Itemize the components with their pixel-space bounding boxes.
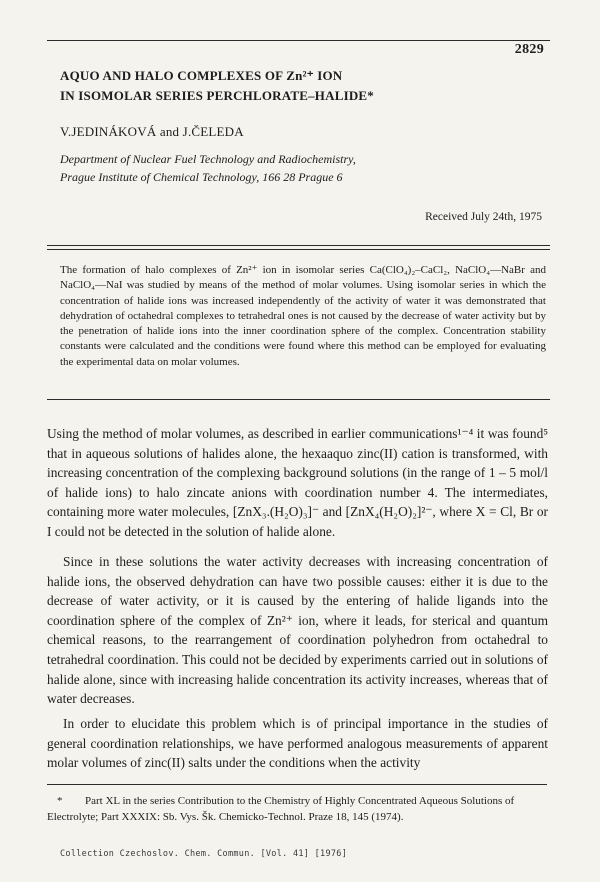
abstract: The formation of halo complexes of Zn²⁺ ion in isomolar series Ca(ClO₄)₂–CaCl₂, NaClO₄––NaBr and NaClO₄—NaI was studied by means of the method of molar volumes. Using isomolar series in which the concentration of halide ions was increased independently of the activity of water it was demonstrated that dehydration of octahedral complexes to tetrahedral ones is not caused by the decrease of water activity but by the penetration of halide ions into the inner coordination sphere of the complex. Concentration stability constants were calculated and the conditions were found where this method can be employed for evaluating the experimental data on molar volumes.	[60, 264, 546, 368]
abstract-top-rule	[47, 245, 550, 246]
body-paragraph-1: Using the method of molar volumes, as described in earlier communications¹⁻⁴ it was found⁵ that in aqueous solutions of halides alone, the hexaaquo zinc(II) cation is transformed, with increasing concentration of the complexing background solutions (in the range of 1 – 5 mol/l of halide ions) to halo zincate anions with coordination number 4. The intermediates, containing more water molecules, [ZnX₃.(H₂O)₃]⁻ and [ZnX₄(H₂O)₂]²⁻, where X = Cl, Br or I could not be detected in the solution of halide alone.	[47, 426, 548, 539]
title-line-2: IN ISOMOLAR SERIES PERCHLORATE–HALIDE*	[60, 88, 375, 103]
footnote-mark: *	[57, 795, 63, 807]
affiliation-line-1: Department of Nuclear Fuel Technology and Radiochemistry,	[60, 152, 356, 166]
abstract-top-rule-2	[47, 249, 550, 250]
footnote-text: Part XL in the series Contribution to the Chemistry of Highly Concentrated Aqueous Solutions of Electrolyte; Part XXXIX: Sb. Vys. Šk. Chemicko-Technol. Praze 18, 145 (1974).	[47, 795, 515, 823]
page-number: 2829	[514, 42, 544, 57]
journal-footer: Collection Czechoslov. Chem. Commun. [Vol. 41] [1976]	[60, 849, 348, 859]
body-paragraph-2: Since in these solutions the water activity decreases with increasing concentration of halide ions, the observed dehydration can have two possible causes: either it is due to the decrease of water activity, or it is caused by the entering of halide ligands into the coordination sphere of the complex of Zn²⁺ ion, where it leads, for sterical and quantum chemical reasons, to the rearrangement of coordination polyhedron from octahedral to tetrahedral coordination. This could not be decided by experiments carried out in solutions of halide alone, since with increasing halide concentration its activity increases, whereas that of water decreases.	[47, 554, 548, 707]
footnote-rule	[47, 784, 547, 785]
footnote	[47, 794, 547, 825]
received-date: Received July 24th, 1975	[425, 211, 542, 223]
title-line-1: AQUO AND HALO COMPLEXES OF Zn²⁺ ION	[60, 68, 343, 83]
authors: V.JEDINÁKOVÁ and J.ČELEDA	[60, 124, 244, 139]
abstract-bottom-rule	[47, 399, 550, 400]
affiliation-line-2: Prague Institute of Chemical Technology, 166 28 Prague 6	[60, 170, 343, 184]
article-title	[60, 66, 540, 106]
body-paragraph-3: In order to elucidate this problem which is of principal importance in the studies of general coordination relationships, we have performed analogous measurements of apparent molar volumes of zinc(II) salts under the conditions when the activity	[47, 716, 548, 771]
header-rule	[47, 40, 550, 41]
affiliation	[60, 150, 530, 186]
